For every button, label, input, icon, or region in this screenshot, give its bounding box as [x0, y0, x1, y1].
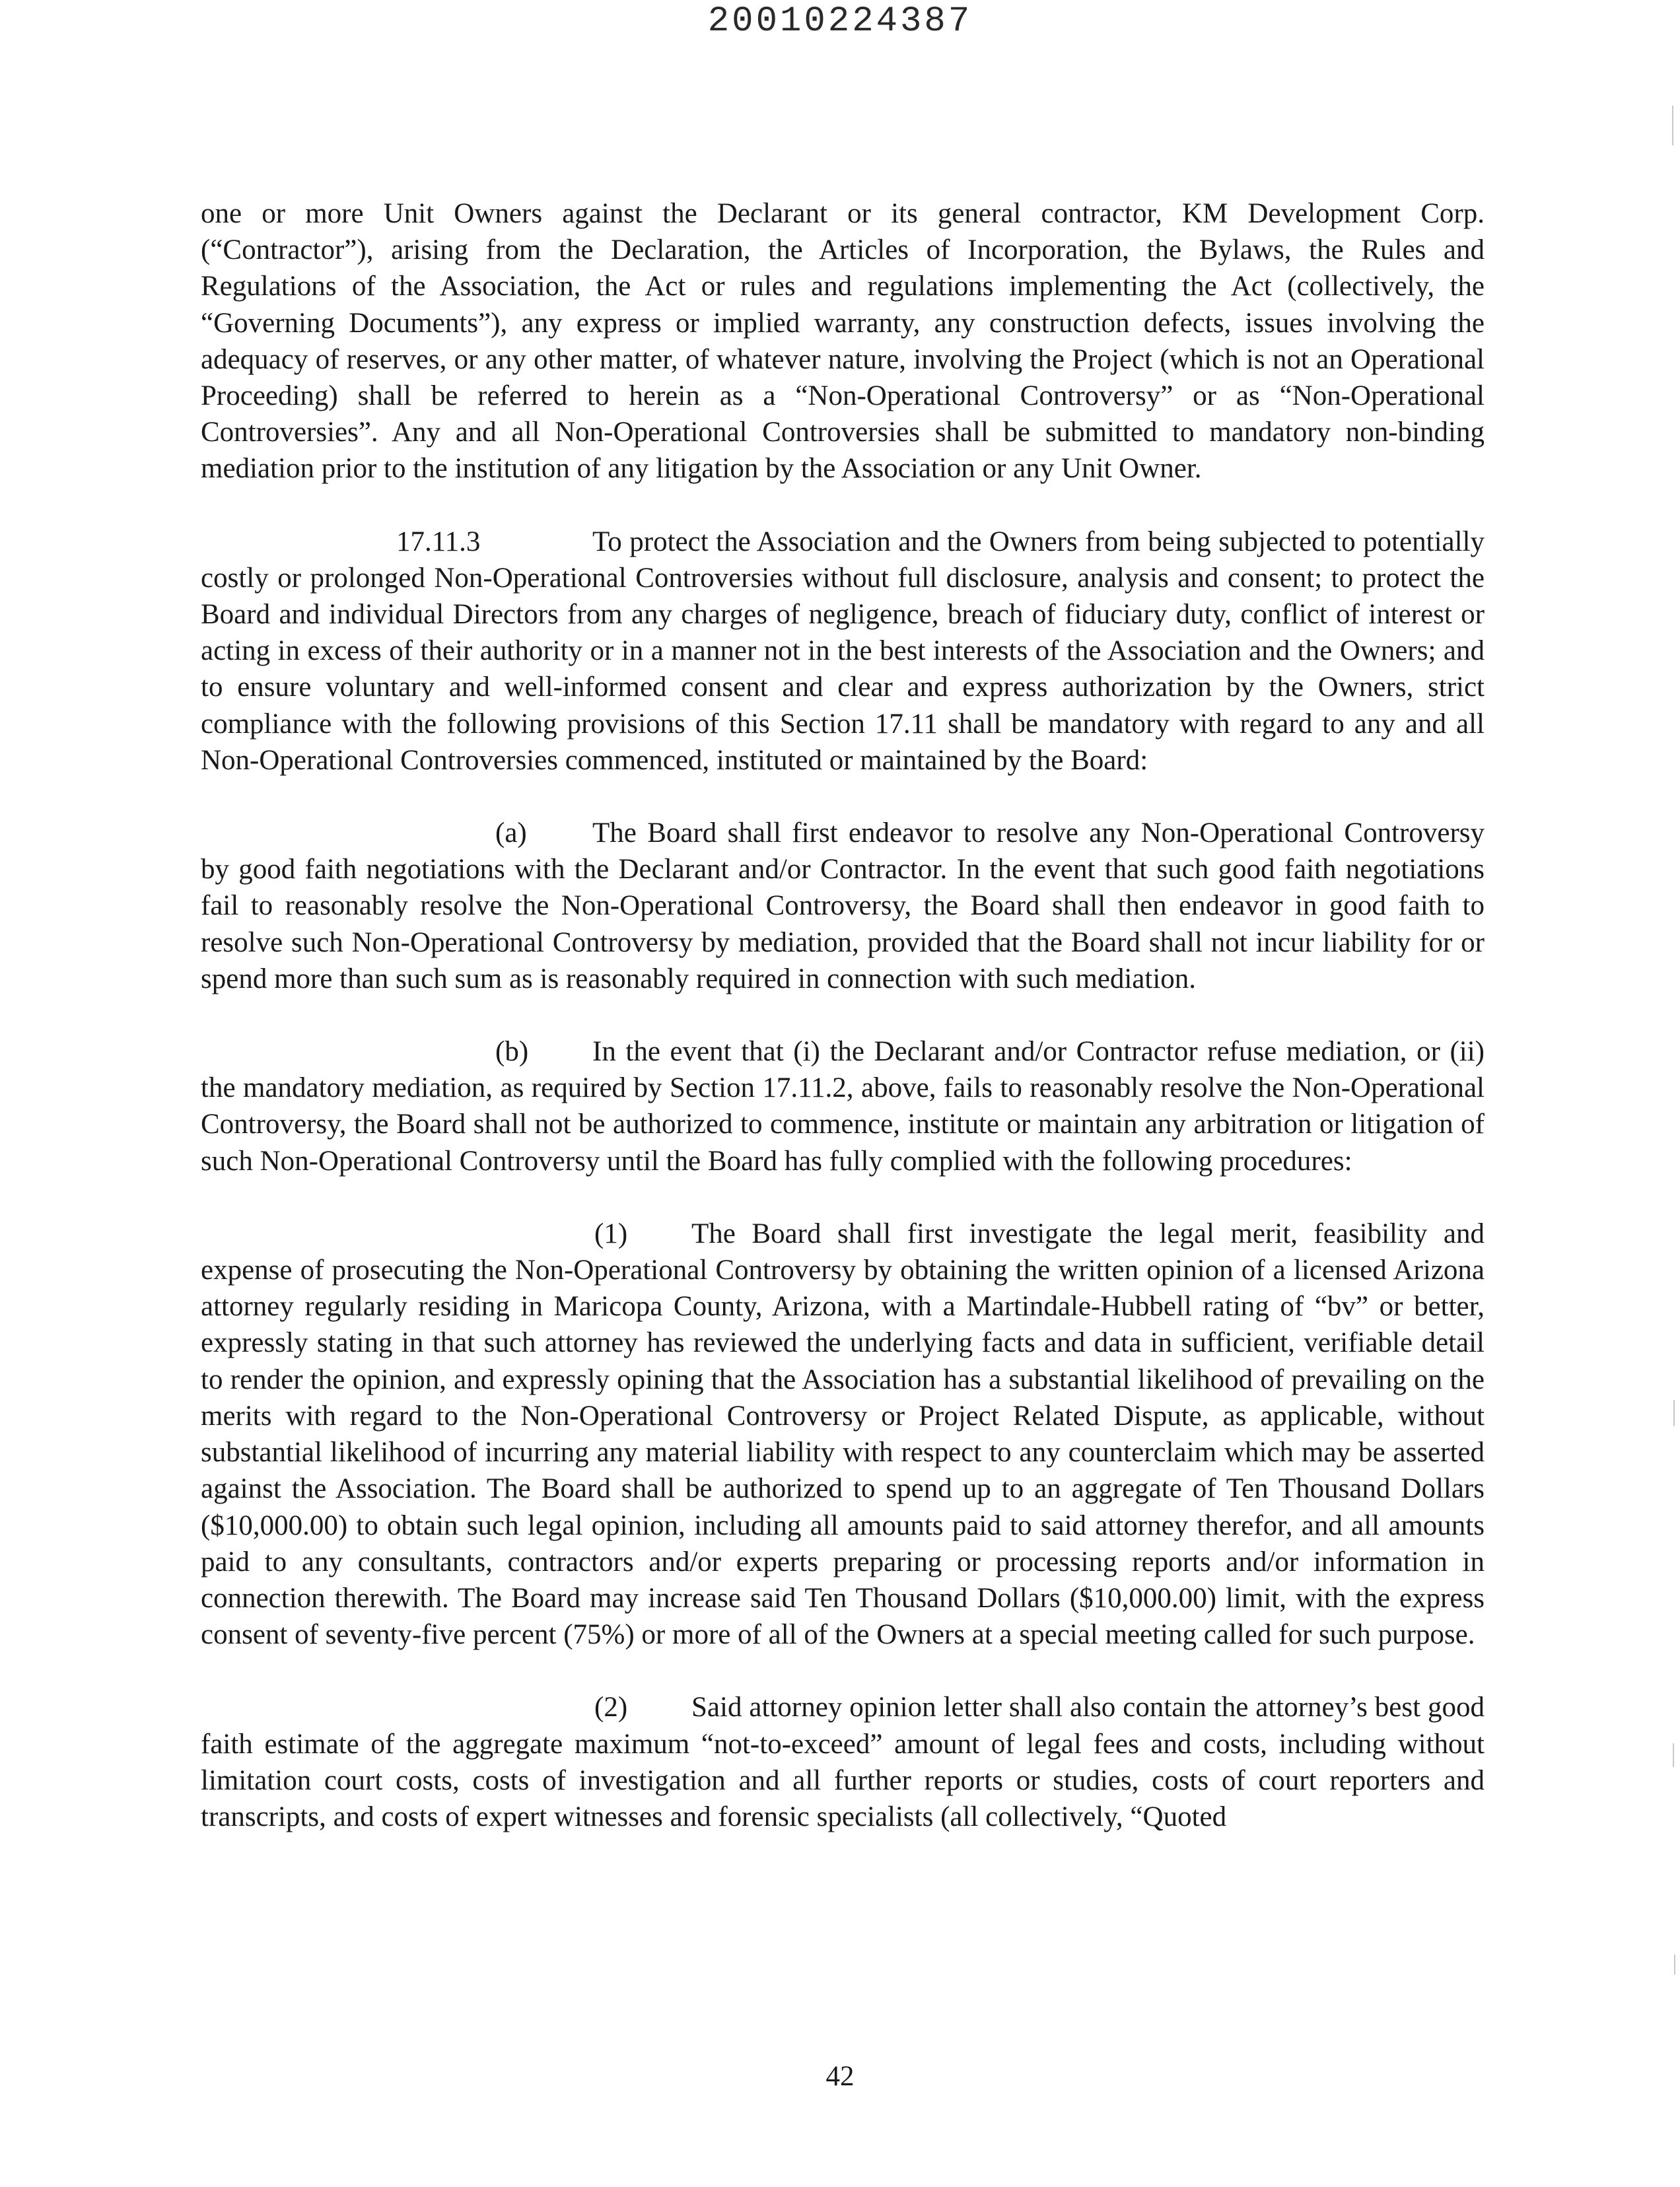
paragraph-text: To protect the Association and the Owners from being subjected to potentially costly or prolonged Non-Operational Controversies without full disclosure, analysis and consent; to protect the Board and individual Directors from any charges of negligence, breach of fiduciary duty, conflict of interest or acting in excess of their authority or in a manner not in the best interests of the Association and the Owners; and to ensure voluntary and well-informed consent and clear and express authorization by the Owners, strict compliance with the following provisions of this Section 17.11 shall be mandatory with regard to any and all Non-Operational Controversies commenced, instituted or maintained by the Board:: [201, 526, 1485, 776]
paragraph-continuation: [201, 195, 1485, 487]
page-number: 42: [825, 2061, 855, 2092]
paragraph-text: Said attorney opinion letter shall also contain the attorney’s best good faith estimate of the aggregate maximum “not-to-exceed” amount of legal fees and costs, including without limitation court costs, costs of investigation and all further reports or studies, costs of court reporters and transcripts, and costs of expert witnesses and forensic specialists (all collectively, “Quoted: [201, 1692, 1485, 1832]
paragraph-item-1: [201, 1216, 1485, 1653]
paragraph-subsection-b: [201, 1033, 1485, 1179]
scan-artifact: [1673, 1743, 1674, 1767]
paragraph-text: In the event that (i) the Declarant and/or Contractor refuse mediation, or (ii) the mandatory mediation, as required by Section 17.11.2, above, fails to reasonably resolve the Non-Operational Controversy, the Board shall not be authorized to commence, institute or maintain any arbitration or litigation of such Non-Operational Controversy until the Board has fully complied with the following procedures:: [201, 1036, 1485, 1177]
document-number: 20010224387: [707, 1, 973, 42]
paragraph-subsection-a: [201, 815, 1485, 997]
paragraph-section-17-11-3: [201, 524, 1485, 779]
item-number: (2): [594, 1692, 628, 1723]
paragraph-item-2: [201, 1689, 1485, 1835]
scan-artifact: [1673, 1400, 1675, 1426]
document-body: [201, 195, 1485, 1835]
subsection-number: (b): [495, 1036, 529, 1068]
paragraph-text: The Board shall first investigate the legal merit, feasibility and expense of prosecuting the Non-Operational Controversy by obtaining the written opinion of a licensed Arizona attorney regularly residing in Maricopa County, Arizona, with a Martindale-Hubbell rating of “bv” or better, expressly stating in that such attorney has reviewed the underlying facts and data in sufficient, verifiable detail to render the opinion, and expressly opining that the Association has a substantial likelihood of prevailing on the merits with regard to the Non-Operational Controversy or Project Related Dispute, as applicable, without substantial likelihood of incurring any material liability with respect to any counterclaim which may be asserted against the Association. The Board shall be authorized to spend up to an aggregate of Ten Thousand Dollars ($10,000.00) to obtain such legal opinion, including all amounts paid to said attorney therefor, and all amounts paid to any consultants, contractors and/or experts preparing or processing reports and/or information in connection therewith. The Board may increase said Ten Thousand Dollars ($10,000.00) limit, with the express consent of seventy-five percent (75%) or more of all of the Owners at a special meeting called for such purpose.: [201, 1218, 1485, 1651]
scan-artifact: [1672, 106, 1673, 145]
section-number: 17.11.3: [396, 526, 481, 557]
item-number: (1): [594, 1218, 628, 1249]
subsection-number: (a): [495, 817, 527, 849]
paragraph-text: The Board shall first endeavor to resolve any Non-Operational Controversy by good faith negotiations with the Declarant and/or Contractor. In the event that such good faith negotiations fail to reasonably resolve the Non-Operational Controversy, the Board shall then endeavor in good faith to resolve such Non-Operational Controversy by mediation, provided that the Board shall not incur liability for or spend more than such sum as is reasonably required in connection with such mediation.: [201, 817, 1485, 994]
paragraph-text: one or more Unit Owners against the Declarant or its general contractor, KM Development Corp. (“Contractor”), arising from the Declaration, the Articles of Incorporation, the Bylaws, the Rules and Regulations of the Association, the Act or rules and regulations implementing the Act (collectively, the “Governing Documents”), any express or implied warranty, any construction defects, issues involving the adequacy of reserves, or any other matter, of whatever nature, involving the Project (which is not an Operational Proceeding) shall be referred to herein as a “Non-Operational Controversy” or as “Non-Operational Controversies”. Any and all Non-Operational Controversies shall be submitted to mandatory non-binding mediation prior to the institution of any litigation by the Association or any Unit Owner.: [201, 198, 1485, 485]
scan-artifact: [1674, 1955, 1675, 1974]
